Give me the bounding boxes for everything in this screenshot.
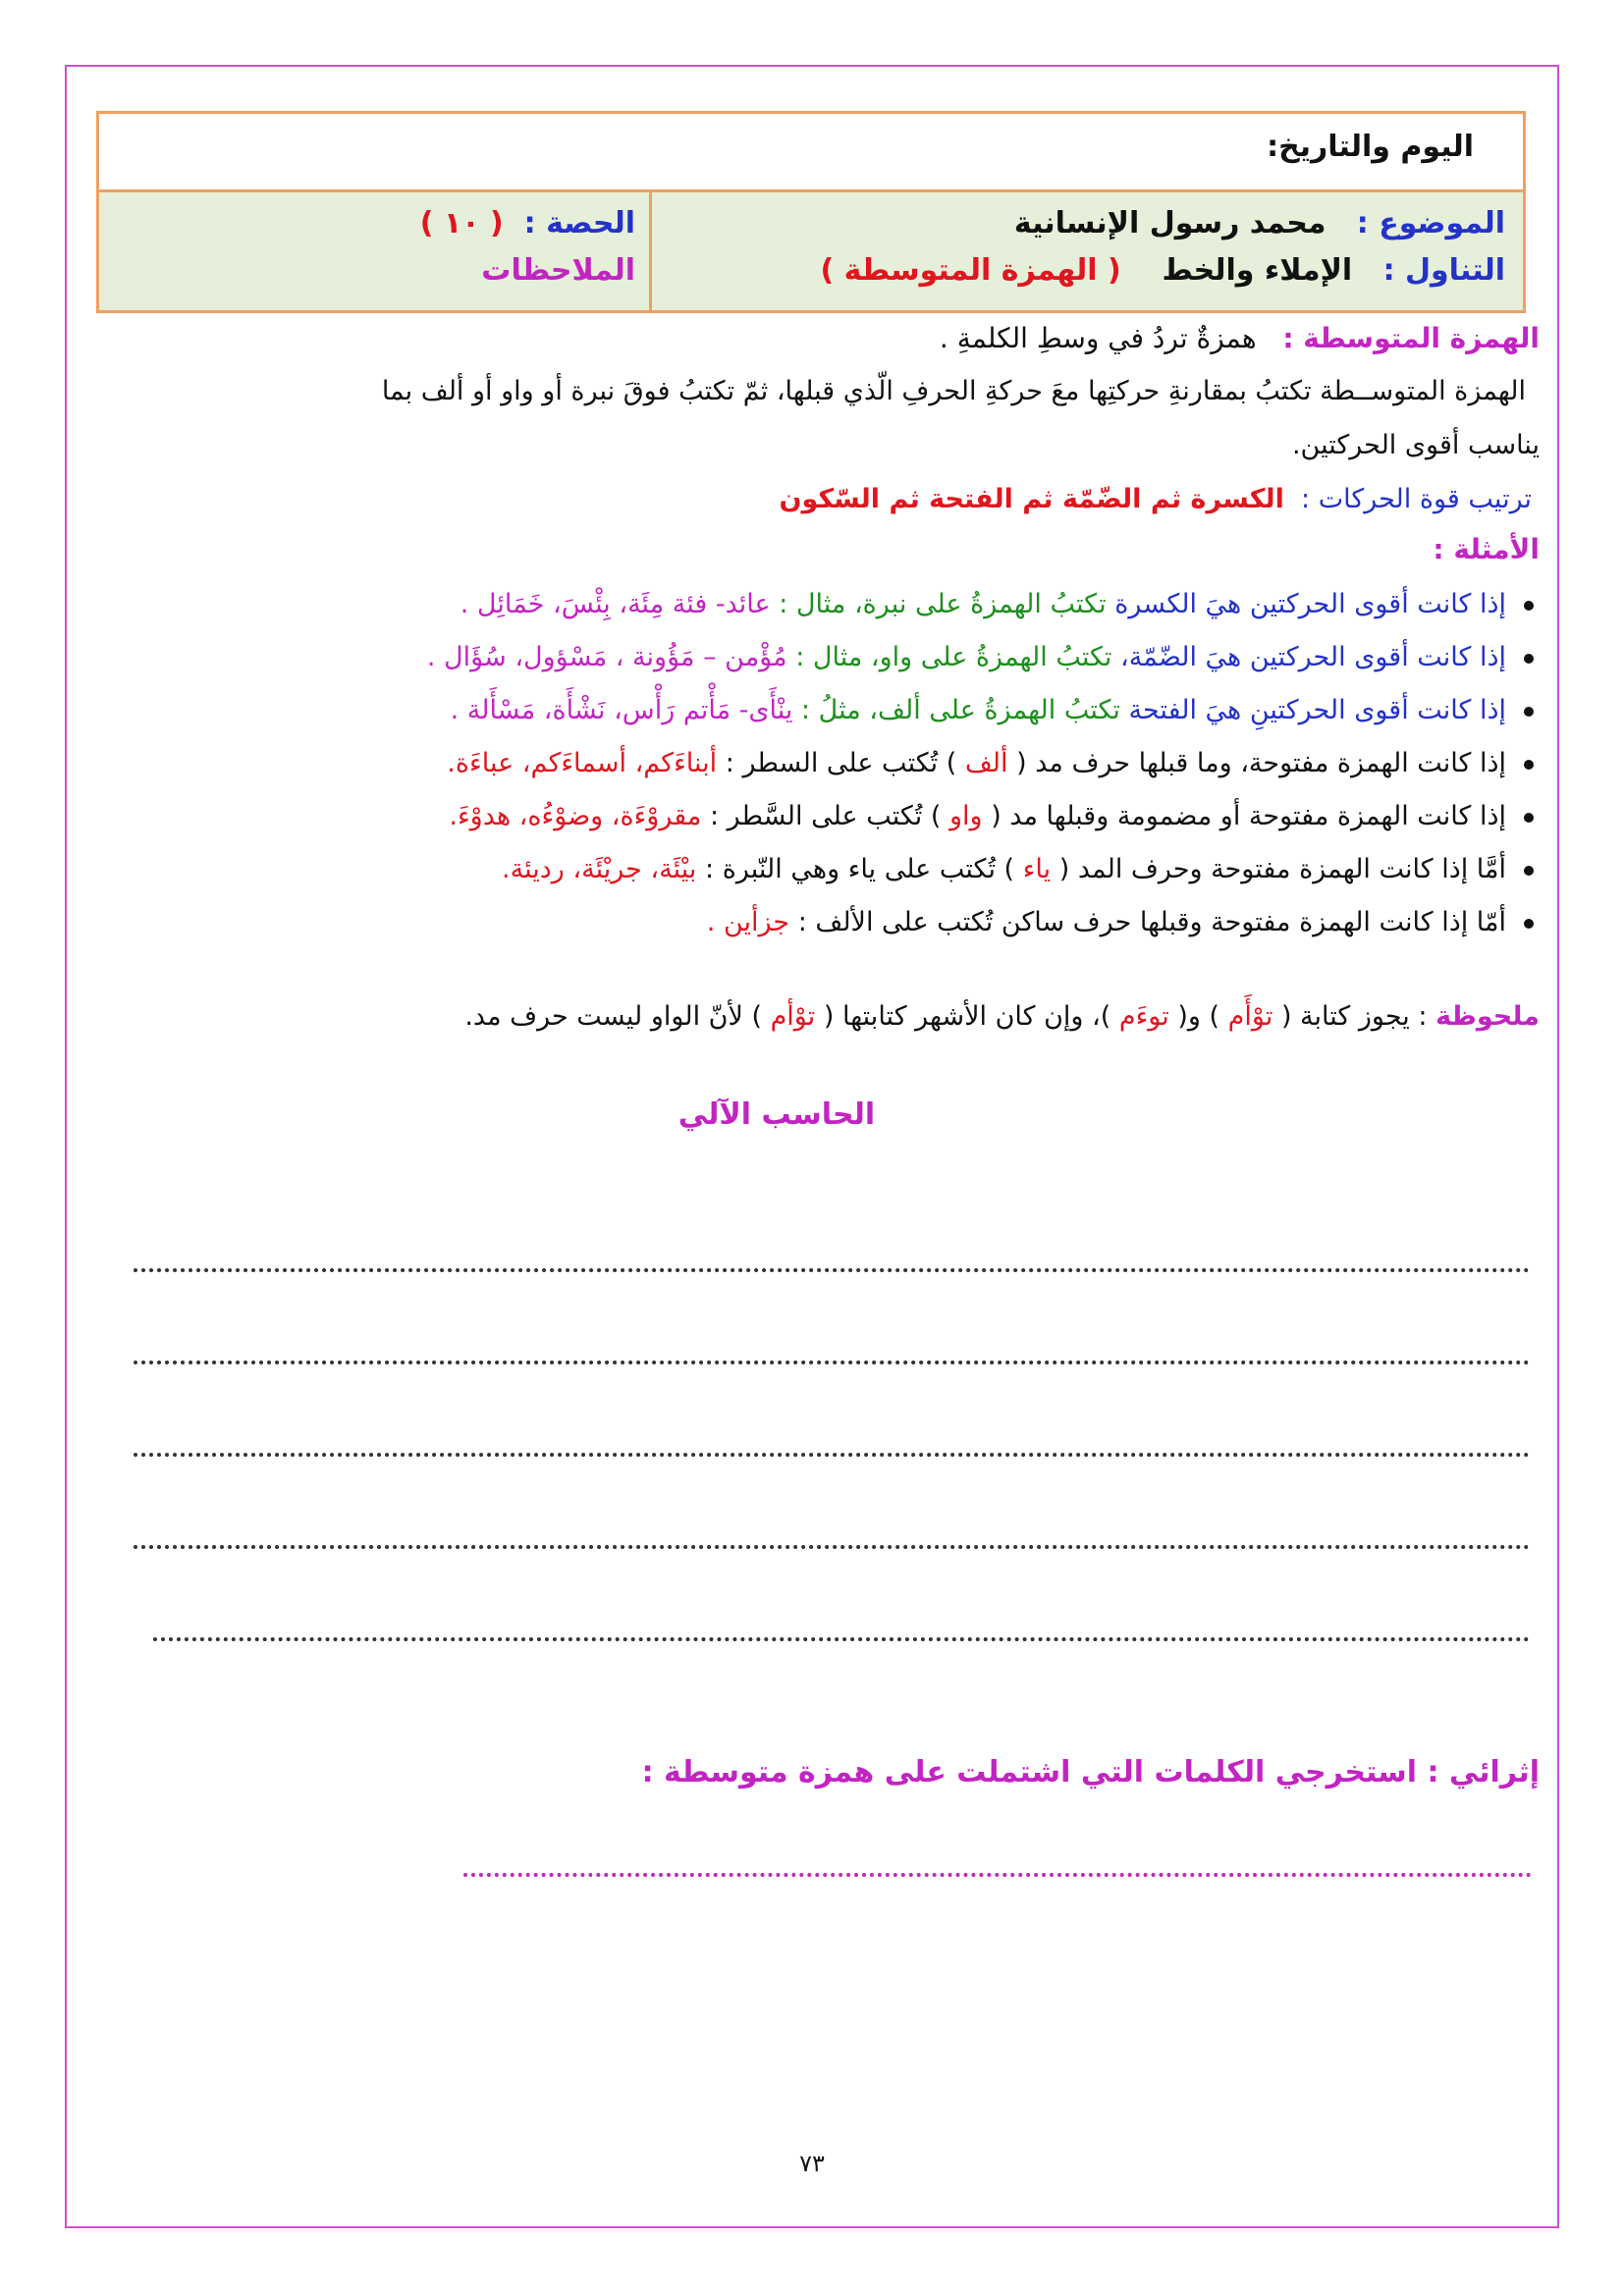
note-text: ) لأنّ الواو ليست حرف مد. bbox=[464, 1001, 762, 1032]
topic-line bbox=[1014, 206, 1505, 240]
note-label: ملحوظة bbox=[1435, 1001, 1540, 1032]
enrichment-label: إثرائي : bbox=[1427, 1755, 1540, 1789]
definition-line bbox=[940, 322, 1540, 354]
bullet-key: ياء bbox=[1022, 854, 1052, 884]
bullet-examples: ينْأَى- مَأْتم رَأْس، نَشْأَة، مَسْأَلة . bbox=[450, 695, 793, 725]
bullet-key: ألف bbox=[964, 748, 1008, 778]
note-word: توْأَم bbox=[1227, 1001, 1273, 1032]
section-sub: ( الهمزة المتوسطة ) bbox=[820, 253, 1121, 288]
date-row bbox=[99, 114, 1523, 192]
section-value: الإملاء والخط bbox=[1162, 253, 1353, 288]
section-line bbox=[821, 253, 1506, 288]
enrichment-prompt: استخرجي الكلمات التي اشتملت على همزة متوسطة : bbox=[641, 1755, 1417, 1789]
examples-label: الأمثلة : bbox=[1433, 533, 1540, 565]
bullet-item bbox=[427, 642, 1534, 672]
bullet-dot-icon bbox=[1524, 707, 1534, 717]
answer-line[interactable] bbox=[134, 1545, 1530, 1549]
topic-cell bbox=[649, 192, 1523, 310]
enrichment-answer-line[interactable] bbox=[463, 1873, 1532, 1877]
bullet-text: أمَّا إذا كانت الهمزة مفتوحة وحرف المد ( bbox=[1058, 854, 1506, 884]
bullet-dot-icon bbox=[1524, 813, 1534, 823]
page-number: ٧٣ bbox=[799, 2150, 825, 2177]
bullet-rule: تكتبُ الهمزةُ على واو، مثال : bbox=[795, 642, 1112, 672]
note-line bbox=[464, 1001, 1540, 1032]
order-line bbox=[780, 484, 1533, 514]
bullet-examples: مُؤْمن – مَؤُونة ، مَسْؤول، سُؤَال . bbox=[426, 642, 787, 672]
bullet-item bbox=[502, 854, 1534, 884]
bullet-text: ) تُكتب على ياء وهي النّبرة : bbox=[705, 854, 1015, 884]
bullet-key: واو bbox=[949, 801, 983, 831]
note-text: : يجوز كتابة ( bbox=[1280, 1001, 1428, 1032]
term-definition: همزةٌ تردُ في وسطِ الكلمةِ . bbox=[939, 322, 1257, 354]
note-text: )، وإن كان الأشهر كتابتها ( bbox=[823, 1001, 1111, 1032]
bullet-examples: جزأين . bbox=[706, 907, 790, 937]
bullet-dot-icon bbox=[1524, 654, 1534, 664]
bullet-dot-icon bbox=[1524, 760, 1534, 770]
lesson-cell bbox=[99, 192, 649, 310]
enrichment-line bbox=[642, 1755, 1540, 1789]
bullet-text: ) تُكتب على السطر : bbox=[725, 748, 957, 778]
answer-line[interactable] bbox=[134, 1361, 1530, 1364]
topic-label: الموضوع : bbox=[1356, 206, 1505, 240]
bullet-dot-icon bbox=[1524, 919, 1534, 929]
info-row bbox=[99, 192, 1523, 310]
lesson-value: ( ١٠ ) bbox=[419, 206, 504, 240]
section-label: التناول : bbox=[1382, 253, 1505, 288]
bullet-examples: عائد- فئة مِئَة، بِئْسَ، خَمَائِل . bbox=[460, 589, 771, 619]
bullet-condition: إذا كانت أقوى الحركتين هيَ الضّمّة، bbox=[1120, 642, 1506, 672]
bullet-item bbox=[447, 748, 1534, 778]
lesson-label: الحصة : bbox=[523, 206, 635, 240]
bullet-condition: إذا كانت أقوى الحركتينِ هيَ الفتحة bbox=[1128, 695, 1506, 725]
bullet-rule: تكتبُ الهمزةُ على نبرة، مثال : bbox=[779, 589, 1107, 619]
date-label: اليوم والتاريخ: bbox=[1267, 130, 1474, 164]
rule-line-1: الهمزة المتوســطة تكتبُ بمقارنةِ حركتِها معَ حركةِ الحرفِ الّذي قبلها، ثمّ تكتبُ فوقَ نبرة أو واو أو ألف بما bbox=[381, 376, 1526, 406]
order-label: ترتيب قوة الحركات : bbox=[1301, 484, 1532, 514]
bullet-text: إذا كانت الهمزة مفتوحة، وما قبلها حرف مد ( bbox=[1016, 748, 1506, 778]
bullet-text: ) تُكتب على السَّطر : bbox=[709, 801, 942, 831]
bullet-examples: مقروْءَة، وضوْءُه، هدوْءَ. bbox=[449, 801, 702, 831]
bullet-examples: أبناءَكم، أسماءَكم، عباءَة. bbox=[447, 748, 718, 778]
note-word: توْأم bbox=[770, 1001, 816, 1032]
note-text: ) و( bbox=[1177, 1001, 1220, 1032]
bullet-dot-icon bbox=[1524, 601, 1534, 611]
lesson-header-table bbox=[96, 111, 1526, 313]
bullet-text: إذا كانت الهمزة مفتوحة أو مضمومة وقبلها مد ( bbox=[991, 801, 1506, 831]
bullet-item bbox=[449, 801, 1534, 831]
answer-line[interactable] bbox=[134, 1453, 1530, 1457]
bullet-item bbox=[707, 907, 1534, 937]
computer-title: الحاسب الآلي bbox=[677, 1097, 876, 1132]
bullet-condition: إذا كانت أقوى الحركتين هيَ الكسرة bbox=[1114, 589, 1506, 619]
notes-label: الملاحظات bbox=[481, 253, 635, 288]
bullet-item bbox=[451, 695, 1534, 725]
answer-line[interactable] bbox=[134, 1268, 1530, 1272]
bullet-item bbox=[460, 589, 1534, 619]
bullet-examples: بيْئَة، جريْئَة، رديئة. bbox=[502, 854, 697, 884]
lesson-line bbox=[420, 206, 635, 240]
bullet-rule: تكتبُ الهمزةُ على ألف، مثلُ : bbox=[800, 695, 1120, 725]
note-word: توءَم bbox=[1118, 1001, 1169, 1032]
rule-line-2: يناسب أقوى الحركتين. bbox=[1291, 430, 1540, 460]
topic-value: محمد رسول الإنسانية bbox=[1013, 206, 1326, 240]
bullet-dot-icon bbox=[1524, 866, 1534, 876]
answer-line[interactable] bbox=[153, 1637, 1530, 1641]
order-value: الكسرة ثم الضّمّة ثم الفتحة ثم السّكون bbox=[779, 484, 1284, 514]
bullet-text: أمّا إذا كانت الهمزة مفتوحة وقبلها حرف ساكن تُكتب على الألف : bbox=[797, 907, 1506, 937]
term-label: الهمزة المتوسطة : bbox=[1282, 322, 1540, 354]
